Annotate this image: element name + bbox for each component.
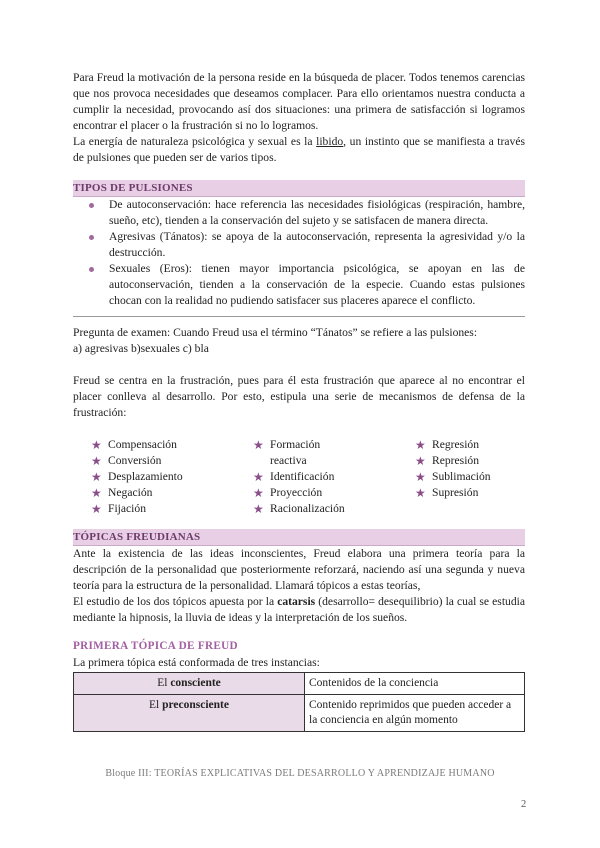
star-icon: ★ xyxy=(253,502,264,516)
bullet-icon xyxy=(89,235,94,240)
list-item: De autoconservación: hace referencia las necesidades fisiológicas (respiración, hambre, sueño, etc), tienden a la conservación del sujeto y se satisfacen de manera directa. xyxy=(73,197,525,229)
list-item: ★ Racionalización xyxy=(253,502,345,516)
instancias-table xyxy=(73,672,525,732)
bullet-icon xyxy=(89,203,94,208)
pulsiones-heading: TIPOS DE PULSIONES xyxy=(73,180,525,197)
list-item: Agresivas (Tánatos): se apoya de la autoconservación, representa la agresividad y/o la destrucción. xyxy=(73,229,525,261)
star-icon: ★ xyxy=(253,470,264,484)
mecanismos-column-1 xyxy=(91,437,253,517)
topicas-heading: TÓPICAS FREUDIANAS xyxy=(73,529,525,546)
list-item: ★ Conversión xyxy=(91,454,162,468)
list-item: ★ Negación xyxy=(91,486,153,500)
exam-options: a) agresivas b)sexuales c) bla xyxy=(73,342,209,355)
list-item: Sexuales (Eros): tienen mayor importancia psicológica, se apoyan en las de autoconservación, tienden a la conservación de la especie. Cuando estas pulsiones chocan con la realidad no pudiendo satisfacer sus placeres aparece el conflicto. xyxy=(73,261,525,309)
list-item: ★ Sublimación xyxy=(415,470,491,484)
page-footer: Bloque III: TEORÍAS EXPLICATIVAS DEL DESARROLLO Y APRENDIZAJE HUMANO xyxy=(105,768,495,779)
topicas-paragraph: Ante la existencia de las ideas inconscientes, Freud elabora una primera teoría para la descripción de la personalidad que posteriormente reforzará, naciendo así una segunda y nueva teoría para la estructura de la personalidad. Llamará tópicos a estas teorías, xyxy=(73,547,525,592)
primera-topica-intro: La primera tópica está conformada de tres instancias: xyxy=(73,656,320,669)
star-icon: ★ xyxy=(91,454,102,468)
table-cell-term: El consciente xyxy=(74,673,305,695)
table-row xyxy=(74,695,525,732)
libido-paragraph xyxy=(73,134,525,166)
star-icon: ★ xyxy=(415,438,426,452)
star-icon: ★ xyxy=(415,470,426,484)
libido-text-before: La energía de naturaleza psicológica y sexual es la xyxy=(73,135,317,148)
list-item: ★ Compensación xyxy=(91,438,177,452)
mecanismos-column-3 xyxy=(415,437,525,517)
star-icon: ★ xyxy=(415,486,426,500)
libido-term: libido xyxy=(316,135,344,148)
table-cell-term: El preconsciente xyxy=(74,695,305,732)
divider xyxy=(73,316,525,317)
list-item: ★ Proyección xyxy=(253,486,323,500)
mecanismos-column-2 xyxy=(253,437,415,517)
star-icon: ★ xyxy=(253,438,264,452)
list-item: ★ Desplazamiento xyxy=(91,470,183,484)
star-icon: ★ xyxy=(91,486,102,500)
page-number: 2 xyxy=(521,799,527,810)
document-body xyxy=(73,70,525,732)
star-icon: ★ xyxy=(415,454,426,468)
list-item: ★ Fijación xyxy=(91,502,146,516)
mecanismos-list xyxy=(91,437,525,517)
star-icon: ★ xyxy=(91,438,102,452)
catarsis-paragraph: El estudio de los dos tópicos apuesta por la catarsis (desarrollo= desequilibrio) la cual se estudia mediante la hipnosis, la lluvia de ideas y la interpretación de los sueños. xyxy=(73,595,525,624)
table-cell-desc: Contenido reprimidos que pueden acceder a la conciencia en algún momento xyxy=(305,695,525,732)
bullet-icon xyxy=(89,267,94,272)
star-icon: ★ xyxy=(91,470,102,484)
frustracion-paragraph: Freud se centra en la frustración, pues para él esta frustración que aparece al no encontrar el placer conlleva al desarrollo. Por esto, estipula una serie de mecanismos de defensa de la frustración: xyxy=(73,374,525,419)
list-item: ★ Represión xyxy=(415,454,480,468)
star-icon: ★ xyxy=(91,502,102,516)
libido-text-after: , un instinto que se manifiesta a través de pulsiones que pueden ser de varios tipos. xyxy=(73,135,525,164)
list-item: ★ Supresión xyxy=(415,486,479,500)
list-item: ★ Identificación xyxy=(253,470,335,484)
table-row xyxy=(74,673,525,695)
primera-topica-heading: PRIMERA TÓPICA DE FREUD xyxy=(73,640,238,652)
catarsis-term: catarsis xyxy=(277,595,316,608)
pulsiones-list xyxy=(73,197,525,309)
exam-question: Pregunta de examen: Cuando Freud usa el término “Tánatos” se refiere a las pulsiones: xyxy=(73,326,478,339)
table-cell-desc: Contenidos de la conciencia xyxy=(305,673,525,695)
list-item: ★ Formación reactiva xyxy=(253,438,321,467)
list-item: ★ Regresión xyxy=(415,438,480,452)
intro-paragraph: Para Freud la motivación de la persona reside en la búsqueda de placer. Todos tenemos carencias que nos provoca necesidades que deseamos complacer. Para ello orientamos nuestra conducta a cumplir la necesidad, provocando así dos situaciones: una primera de satisfacción si logramos encontrar el placer o la frustración si no lo logramos. xyxy=(73,71,525,132)
star-icon: ★ xyxy=(253,486,264,500)
